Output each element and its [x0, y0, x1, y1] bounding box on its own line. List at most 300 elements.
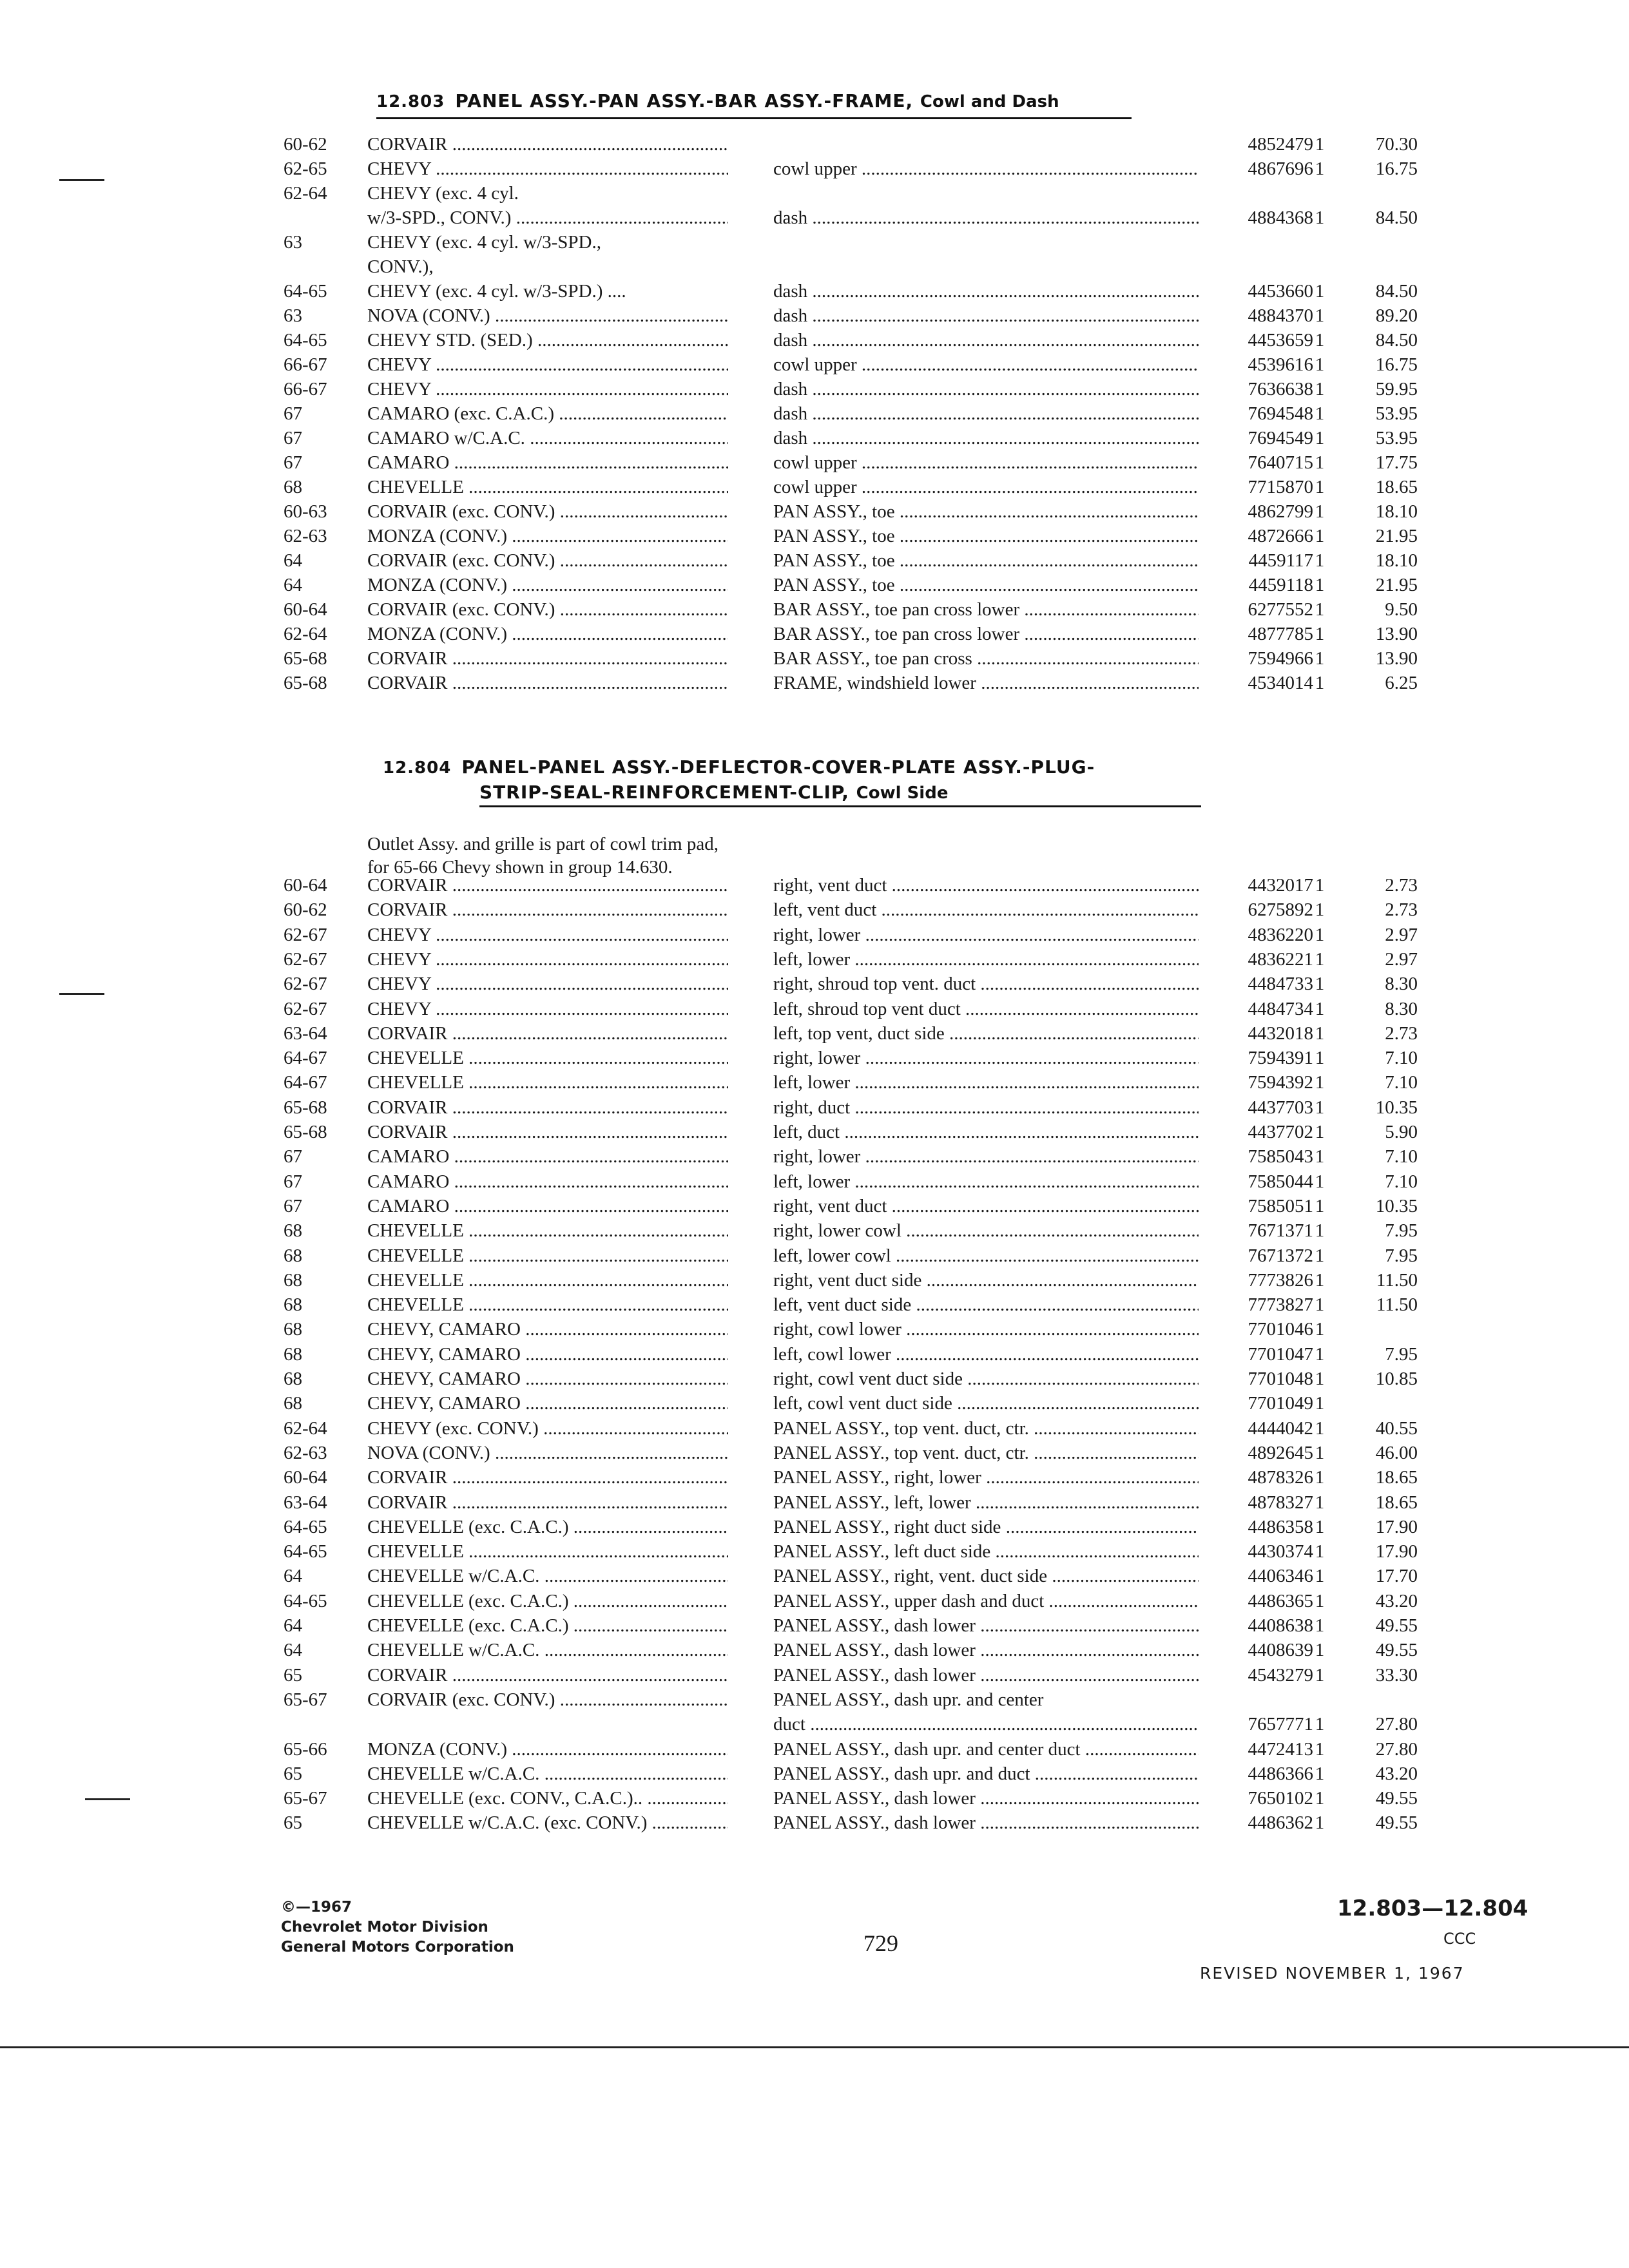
- price-cell: 43.20: [1375, 1590, 1418, 1611]
- model-cell: CHEVY, CAMARO .....: [367, 1367, 728, 1391]
- model-cell: CONV.),: [367, 256, 434, 277]
- year-cell: 65-67: [284, 1788, 327, 1809]
- table-row: [0, 1589, 1629, 1613]
- price-cell: 7.95: [1385, 1220, 1418, 1242]
- price-cell: 40.55: [1375, 1418, 1418, 1439]
- year-cell: 64-65: [284, 330, 327, 351]
- model-cell: MONZA (CONV.) .....: [367, 1737, 728, 1762]
- description-cell: dash .....: [773, 377, 1199, 401]
- model-cell: CAMARO (exc. C.A.C.) .....: [367, 401, 728, 426]
- year-cell: 67: [284, 452, 302, 473]
- model-cell: CORVAIR .....: [367, 1120, 728, 1144]
- section-title-line2: STRIP-SEAL-REINFORCEMENT-CLIP,: [479, 782, 849, 803]
- description-cell: left, lower .....: [773, 947, 1199, 972]
- model-cell: CHEVELLE w/C.A.C. .....: [367, 1762, 728, 1786]
- model-cell: CORVAIR .....: [367, 1021, 728, 1046]
- quantity-cell: 1: [1315, 1590, 1325, 1611]
- footer-publisher: [281, 1898, 514, 1957]
- table-row: [0, 1218, 1629, 1243]
- quantity-cell: 1: [1315, 1245, 1325, 1266]
- table-row: [0, 1786, 1629, 1811]
- quantity-cell: 1: [1315, 1640, 1325, 1661]
- part-number-cell: 7636638: [1248, 379, 1313, 399]
- table-row: [0, 972, 1629, 996]
- quantity-cell: 1: [1315, 1467, 1325, 1488]
- description-cell: PAN ASSY., toe .....: [773, 524, 1199, 548]
- table-row: [0, 873, 1629, 898]
- year-cell: 64-65: [284, 1516, 327, 1537]
- price-cell: 7.10: [1385, 1146, 1418, 1168]
- table-row: [0, 1490, 1629, 1515]
- description-cell: dash .....: [773, 401, 1199, 426]
- price-cell: 16.75: [1375, 354, 1418, 375]
- table-row: [0, 573, 1629, 597]
- quantity-cell: 1: [1315, 974, 1325, 995]
- section-rule: [479, 805, 1201, 807]
- part-number-cell: 4408638: [1248, 1615, 1313, 1636]
- model-cell: CHEVELLE (exc. C.A.C.) .....: [367, 1589, 728, 1613]
- footer-corporation: General Motors Corporation: [281, 1939, 514, 1956]
- price-cell: 46.00: [1375, 1442, 1418, 1463]
- table-row: [0, 1070, 1629, 1095]
- footer-section-range: 12.803—12.804: [1337, 1896, 1528, 1921]
- model-cell: MONZA (CONV.) .....: [367, 524, 728, 548]
- quantity-cell: 1: [1315, 1763, 1325, 1784]
- year-cell: 62-64: [284, 624, 327, 644]
- table-row: [0, 898, 1629, 922]
- table-row: [0, 1663, 1629, 1687]
- year-cell: 65-68: [284, 648, 327, 669]
- model-cell: CHEVY, CAMARO .....: [367, 1317, 728, 1341]
- part-number-cell: 7671372: [1248, 1245, 1313, 1266]
- year-cell: 60-64: [284, 1467, 327, 1488]
- year-cell: 62-64: [284, 1418, 327, 1439]
- year-cell: 68: [284, 1220, 302, 1242]
- part-number-cell: 4867696: [1248, 159, 1313, 179]
- year-cell: 67: [284, 403, 302, 424]
- part-number-cell: 7594966: [1248, 648, 1313, 669]
- year-cell: 64: [284, 575, 302, 595]
- quantity-cell: 1: [1315, 1369, 1325, 1389]
- table-row: [0, 1317, 1629, 1341]
- quantity-cell: 1: [1315, 159, 1325, 179]
- price-cell: 49.55: [1375, 1640, 1418, 1661]
- footer-code: CCC: [1443, 1930, 1476, 1948]
- description-cell: PANEL ASSY., dash upr. and center duct .....: [773, 1737, 1199, 1762]
- model-cell: CORVAIR (exc. CONV.) .....: [367, 499, 728, 524]
- price-cell: 2.73: [1385, 899, 1418, 921]
- model-cell: CORVAIR .....: [367, 132, 728, 157]
- quantity-cell: 1: [1315, 1812, 1325, 1834]
- quantity-cell: 1: [1315, 1615, 1325, 1636]
- price-cell: 10.35: [1375, 1097, 1418, 1118]
- description-cell: PAN ASSY., toe .....: [773, 499, 1199, 524]
- model-cell: CORVAIR .....: [367, 1095, 728, 1120]
- year-cell: 64: [284, 550, 302, 571]
- model-cell: CHEVY .....: [367, 997, 728, 1021]
- price-cell: 49.55: [1375, 1788, 1418, 1809]
- section-number: 12.804: [383, 758, 452, 778]
- year-cell: 64-67: [284, 1072, 327, 1093]
- part-number-cell: 4486366: [1248, 1763, 1313, 1784]
- quantity-cell: 1: [1315, 575, 1325, 595]
- model-cell: CHEVY, CAMARO .....: [367, 1391, 728, 1416]
- description-cell: dash .....: [773, 206, 1199, 230]
- model-cell: CHEVY .....: [367, 377, 728, 401]
- page-number: 729: [863, 1930, 898, 1956]
- description-cell: dash .....: [773, 303, 1199, 328]
- quantity-cell: 1: [1315, 134, 1325, 155]
- model-cell: CHEVELLE w/C.A.C. .....: [367, 1564, 728, 1588]
- model-cell: CAMARO .....: [367, 1144, 728, 1169]
- table-row: [0, 1268, 1629, 1293]
- part-number-cell: 4486362: [1248, 1812, 1313, 1834]
- model-cell: CAMARO .....: [367, 450, 728, 475]
- year-cell: 65-68: [284, 673, 327, 693]
- description-cell: right, vent duct .....: [773, 1194, 1199, 1218]
- quantity-cell: 1: [1315, 501, 1325, 522]
- description-cell: left, top vent, duct side .....: [773, 1021, 1199, 1046]
- model-cell: CHEVELLE .....: [367, 475, 728, 499]
- quantity-cell: 1: [1315, 1294, 1325, 1316]
- part-number-cell: 4543279: [1248, 1664, 1313, 1686]
- table-row: [0, 923, 1629, 947]
- table-row: [0, 255, 1629, 279]
- part-number-cell: 4877785: [1248, 624, 1313, 644]
- year-cell: 64-67: [284, 1048, 327, 1069]
- model-cell: CORVAIR .....: [367, 646, 728, 671]
- table-row: [0, 401, 1629, 426]
- section-title-tail: Cowl and Dash: [920, 92, 1059, 111]
- model-cell: CHEVY (exc. CONV.) .....: [367, 1416, 728, 1441]
- year-cell: 62-64: [284, 183, 327, 204]
- part-number-cell: 4884370: [1248, 305, 1313, 326]
- model-cell: CAMARO .....: [367, 1194, 728, 1218]
- quantity-cell: 1: [1315, 998, 1325, 1019]
- model-cell: CORVAIR .....: [367, 873, 728, 898]
- quantity-cell: 1: [1315, 1072, 1325, 1093]
- table-row: [0, 622, 1629, 646]
- price-cell: 6.25: [1385, 673, 1418, 693]
- quantity-cell: 1: [1315, 281, 1325, 302]
- description-cell: cowl upper .....: [773, 475, 1199, 499]
- part-number-cell: 7701049: [1248, 1393, 1313, 1414]
- description-cell: PANEL ASSY., dash lower .....: [773, 1613, 1199, 1638]
- quantity-cell: 1: [1315, 1097, 1325, 1118]
- part-number-cell: 7585043: [1248, 1146, 1313, 1168]
- part-number-cell: 4408639: [1248, 1640, 1313, 1661]
- year-cell: 65: [284, 1812, 302, 1834]
- description-cell: PANEL ASSY., dash lower .....: [773, 1811, 1199, 1835]
- description-cell: dash .....: [773, 279, 1199, 303]
- description-cell: PANEL ASSY., upper dash and duct .....: [773, 1589, 1199, 1613]
- section-header-12804: [383, 755, 1095, 805]
- year-cell: 64: [284, 1566, 302, 1587]
- price-cell: 17.90: [1375, 1516, 1418, 1537]
- model-cell: CHEVELLE w/C.A.C. (exc. CONV.) .....: [367, 1811, 728, 1835]
- description-cell: PANEL ASSY., dash lower .....: [773, 1663, 1199, 1687]
- table-row: [0, 181, 1629, 206]
- quantity-cell: 1: [1315, 924, 1325, 945]
- table-row: [0, 1120, 1629, 1144]
- part-number-cell: 7694549: [1248, 428, 1313, 448]
- quantity-cell: 1: [1315, 1418, 1325, 1439]
- price-cell: 84.50: [1375, 207, 1418, 228]
- model-cell: NOVA (CONV.) .....: [367, 1441, 728, 1465]
- model-cell: w/3-SPD., CONV.) .....: [367, 206, 728, 230]
- year-cell: 64: [284, 1615, 302, 1636]
- section-title: PANEL ASSY.-PAN ASSY.-BAR ASSY.-FRAME,: [455, 90, 914, 111]
- quantity-cell: 1: [1315, 1048, 1325, 1069]
- year-cell: 60-64: [284, 599, 327, 620]
- description-cell: PANEL ASSY., top vent. duct, ctr. .....: [773, 1441, 1199, 1465]
- footer-division: Chevrolet Motor Division: [281, 1919, 488, 1936]
- quantity-cell: 1: [1315, 673, 1325, 693]
- section-number: 12.803: [376, 92, 445, 111]
- year-cell: 68: [284, 1369, 302, 1389]
- description-cell: PANEL ASSY., dash upr. and center: [773, 1689, 1044, 1710]
- table-row: [0, 352, 1629, 377]
- model-cell: CHEVY (exc. 4 cyl. w/3-SPD.) ....: [367, 281, 626, 302]
- price-cell: 84.50: [1375, 281, 1418, 302]
- year-cell: 67: [284, 1171, 302, 1192]
- description-cell: PANEL ASSY., left duct side .....: [773, 1539, 1199, 1564]
- description-cell: right, cowl lower .....: [773, 1317, 1199, 1341]
- quantity-cell: 1: [1315, 550, 1325, 571]
- part-number-cell: 7585044: [1248, 1171, 1313, 1192]
- description-cell: right, lower .....: [773, 1046, 1199, 1070]
- price-cell: 13.90: [1375, 624, 1418, 644]
- model-cell: CORVAIR .....: [367, 1663, 728, 1687]
- page-bottom-rule: [0, 2046, 1629, 2048]
- year-cell: 63-64: [284, 1023, 327, 1044]
- price-cell: 10.85: [1375, 1369, 1418, 1389]
- table-row: [0, 997, 1629, 1021]
- part-number-cell: 4878326: [1248, 1467, 1313, 1488]
- quantity-cell: 1: [1315, 875, 1325, 896]
- model-cell: CORVAIR (exc. CONV.) .....: [367, 548, 728, 573]
- part-number-cell: 4437703: [1248, 1097, 1313, 1118]
- table-row: [0, 1194, 1629, 1218]
- table-row: [0, 1046, 1629, 1070]
- section-header-12803: [376, 90, 1059, 111]
- description-cell: left, cowl vent duct side .....: [773, 1391, 1199, 1416]
- table-row: [0, 597, 1629, 622]
- price-cell: 10.35: [1375, 1195, 1418, 1216]
- footer-copyright: ©—1967: [281, 1899, 352, 1916]
- part-number-cell: 4862799: [1248, 501, 1313, 522]
- description-cell: right, vent duct .....: [773, 873, 1199, 898]
- part-number-cell: 4453660: [1248, 281, 1313, 302]
- quantity-cell: 1: [1315, 899, 1325, 921]
- description-cell: PANEL ASSY., right, vent. duct side .....: [773, 1564, 1199, 1588]
- model-cell: CHEVELLE (exc. C.A.C.) .....: [367, 1515, 728, 1539]
- model-cell: CHEVY (exc. 4 cyl. w/3-SPD.,: [367, 232, 601, 253]
- table-row: [0, 303, 1629, 328]
- table-row: [0, 328, 1629, 352]
- description-cell: left, vent duct side .....: [773, 1293, 1199, 1317]
- year-cell: 63: [284, 232, 302, 253]
- price-cell: 27.80: [1375, 1738, 1418, 1760]
- table-row: [0, 157, 1629, 181]
- year-cell: 64-65: [284, 1541, 327, 1562]
- part-number-cell: 4472413: [1248, 1738, 1313, 1760]
- note-line: for 65-66 Chevy shown in group 14.630.: [367, 857, 673, 878]
- model-cell: CHEVY .....: [367, 157, 728, 181]
- description-cell: right, cowl vent duct side .....: [773, 1367, 1199, 1391]
- part-number-cell: 4836221: [1248, 948, 1313, 970]
- price-cell: 18.10: [1375, 501, 1418, 522]
- year-cell: 68: [284, 1343, 302, 1365]
- table-row: [0, 1144, 1629, 1169]
- description-cell: cowl upper .....: [773, 450, 1199, 475]
- description-cell: dash .....: [773, 328, 1199, 352]
- model-cell: CORVAIR (exc. CONV.) .....: [367, 1687, 728, 1712]
- part-number-cell: 4836220: [1248, 924, 1313, 945]
- description-cell: PANEL ASSY., dash upr. and duct .....: [773, 1762, 1199, 1786]
- description-cell: PANEL ASSY., dash lower .....: [773, 1786, 1199, 1811]
- quantity-cell: 1: [1315, 379, 1325, 399]
- description-cell: PAN ASSY., toe .....: [773, 573, 1199, 597]
- year-cell: 60-62: [284, 134, 327, 155]
- price-cell: 2.97: [1385, 948, 1418, 970]
- model-cell: CHEVY .....: [367, 947, 728, 972]
- year-cell: 65-67: [284, 1689, 327, 1710]
- price-cell: 18.10: [1375, 550, 1418, 571]
- part-number-cell: 4484733: [1248, 974, 1313, 995]
- table-row: [0, 450, 1629, 475]
- description-cell: right, vent duct side .....: [773, 1268, 1199, 1293]
- quantity-cell: 1: [1315, 207, 1325, 228]
- quantity-cell: 1: [1315, 1269, 1325, 1291]
- price-cell: 7.95: [1385, 1343, 1418, 1365]
- table-row: [0, 1169, 1629, 1194]
- year-cell: 60-64: [284, 875, 327, 896]
- year-cell: 65-66: [284, 1738, 327, 1760]
- year-cell: 63-64: [284, 1492, 327, 1513]
- description-cell: cowl upper .....: [773, 352, 1199, 377]
- table-row: [0, 671, 1629, 695]
- model-cell: CHEVY, CAMARO .....: [367, 1342, 728, 1367]
- model-cell: CHEVELLE .....: [367, 1268, 728, 1293]
- part-number-cell: 7594391: [1248, 1048, 1313, 1069]
- quantity-cell: 1: [1315, 305, 1325, 326]
- table-row: [0, 1515, 1629, 1539]
- model-cell: CHEVY .....: [367, 923, 728, 947]
- quantity-cell: 1: [1315, 1023, 1325, 1044]
- part-number-cell: 4432017: [1248, 875, 1313, 896]
- table-row: [0, 1465, 1629, 1490]
- part-number-cell: 4539616: [1248, 354, 1313, 375]
- quantity-cell: 1: [1315, 1442, 1325, 1463]
- price-cell: 53.95: [1375, 428, 1418, 448]
- model-cell: CHEVELLE (exc. CONV., C.A.C.).. .....: [367, 1786, 728, 1811]
- section-note: [367, 832, 718, 879]
- description-cell: right, lower cowl .....: [773, 1218, 1199, 1243]
- part-number-cell: 4884368: [1248, 207, 1313, 228]
- year-cell: 62-65: [284, 159, 327, 179]
- table-row: [0, 1095, 1629, 1120]
- table-row: [0, 499, 1629, 524]
- price-cell: 18.65: [1375, 1467, 1418, 1488]
- model-cell: CHEVELLE .....: [367, 1539, 728, 1564]
- model-cell: MONZA (CONV.) .....: [367, 622, 728, 646]
- year-cell: 64: [284, 1640, 302, 1661]
- description-cell: left, lower cowl .....: [773, 1244, 1199, 1268]
- part-number-cell: 4534014: [1248, 673, 1313, 693]
- price-cell: 49.55: [1375, 1615, 1418, 1636]
- table-row: [0, 377, 1629, 401]
- quantity-cell: 1: [1315, 948, 1325, 970]
- table-row: [0, 646, 1629, 671]
- year-cell: 64-65: [284, 1590, 327, 1611]
- description-cell: FRAME, windshield lower .....: [773, 671, 1199, 695]
- table-row: [0, 132, 1629, 157]
- part-number-cell: 4432018: [1248, 1023, 1313, 1044]
- part-number-cell: 7650102: [1248, 1788, 1313, 1809]
- quantity-cell: 1: [1315, 1393, 1325, 1414]
- model-cell: CHEVELLE (exc. C.A.C.) .....: [367, 1613, 728, 1638]
- quantity-cell: 1: [1315, 1122, 1325, 1142]
- model-cell: CHEVELLE .....: [367, 1244, 728, 1268]
- part-number-cell: 7773827: [1248, 1294, 1313, 1316]
- year-cell: 67: [284, 1195, 302, 1216]
- price-cell: 27.80: [1375, 1714, 1418, 1735]
- quantity-cell: 1: [1315, 624, 1325, 644]
- description-cell: right, shroud top vent. duct .....: [773, 972, 1199, 996]
- year-cell: 65-68: [284, 1122, 327, 1142]
- table-row: [0, 1342, 1629, 1367]
- footer-revised: REVISED NOVEMBER 1, 1967: [1200, 1964, 1465, 1983]
- quantity-cell: 1: [1315, 452, 1325, 473]
- table-row: [0, 206, 1629, 230]
- description-cell: right, lower .....: [773, 923, 1199, 947]
- section-rule: [376, 117, 1132, 119]
- year-cell: 67: [284, 1146, 302, 1168]
- quantity-cell: 1: [1315, 330, 1325, 351]
- quantity-cell: 1: [1315, 1714, 1325, 1735]
- table-row: [0, 1613, 1629, 1638]
- price-cell: 7.10: [1385, 1072, 1418, 1093]
- part-number-cell: 6277552: [1248, 599, 1313, 620]
- year-cell: 68: [284, 477, 302, 497]
- price-cell: 5.90: [1385, 1122, 1418, 1142]
- description-cell: right, duct .....: [773, 1095, 1199, 1120]
- description-cell: left, lower .....: [773, 1070, 1199, 1095]
- table-row: [0, 1391, 1629, 1416]
- quantity-cell: 1: [1315, 1319, 1325, 1340]
- part-number-cell: 4437702: [1248, 1122, 1313, 1142]
- quantity-cell: 1: [1315, 403, 1325, 424]
- quantity-cell: 1: [1315, 599, 1325, 620]
- price-cell: 9.50: [1385, 599, 1418, 620]
- section-title-line1: PANEL-PANEL ASSY.-DEFLECTOR-COVER-PLATE ASSY.-PLUG-: [461, 756, 1095, 778]
- price-cell: 11.50: [1376, 1294, 1418, 1316]
- quantity-cell: 1: [1315, 1738, 1325, 1760]
- model-cell: NOVA (CONV.) .....: [367, 303, 728, 328]
- table-row: [0, 1712, 1629, 1736]
- model-cell: CORVAIR (exc. CONV.) .....: [367, 597, 728, 622]
- part-number-cell: 7701048: [1248, 1369, 1313, 1389]
- note-line: Outlet Assy. and grille is part of cowl trim pad,: [367, 834, 718, 854]
- price-cell: 8.30: [1385, 974, 1418, 995]
- table-row: [0, 947, 1629, 972]
- price-cell: 17.75: [1375, 452, 1418, 473]
- description-cell: left, cowl lower .....: [773, 1342, 1199, 1367]
- table-row: [0, 524, 1629, 548]
- year-cell: 63: [284, 305, 302, 326]
- year-cell: 65: [284, 1664, 302, 1686]
